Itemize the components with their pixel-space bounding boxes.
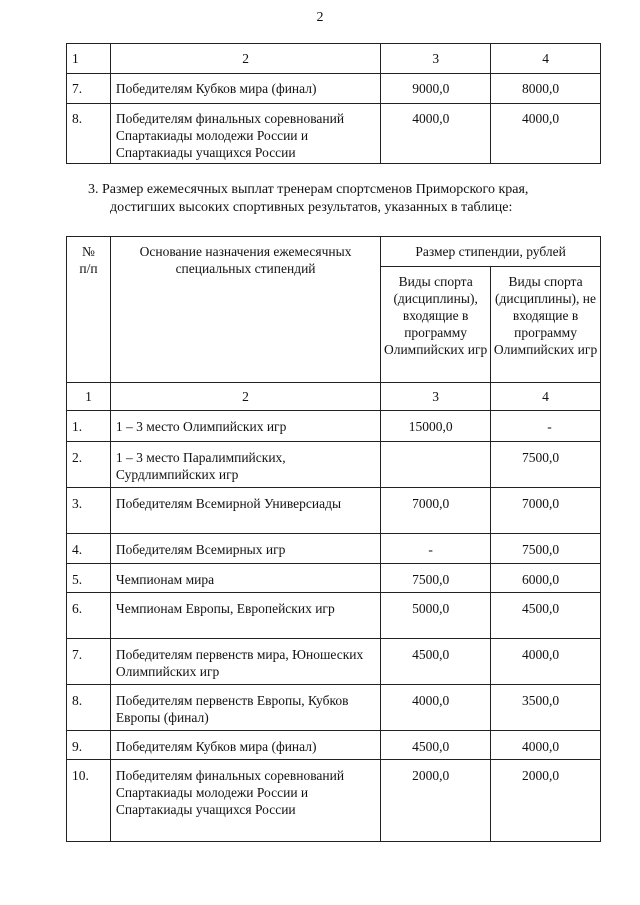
table-row <box>67 731 601 760</box>
row-olympic-amount: 4500,0 <box>381 731 491 760</box>
row-nonolympic-amount: - <box>491 411 601 442</box>
header-cell: 4 <box>491 383 601 411</box>
row-number: 8. <box>67 685 111 731</box>
row-olympic-amount: 7000,0 <box>381 488 491 534</box>
row-nonolympic-amount: 7500,0 <box>491 442 601 488</box>
row-number: 5. <box>67 564 111 593</box>
row-nonolympic-amount: 4000,0 <box>491 731 601 760</box>
col-olympic-header: Виды спорта (дисциплины), входящие в программу Олимпийских игр <box>381 267 491 383</box>
row-nonolympic-amount: 7500,0 <box>491 534 601 564</box>
row-nonolympic-amount: 4500,0 <box>491 593 601 639</box>
header-cell: 1 <box>67 44 111 74</box>
row-basis: 1 – 3 место Паралимпийских, Сурдлимпийских игр <box>110 442 380 488</box>
coach-payments-table <box>66 236 601 842</box>
row-olympic-amount: 4000,0 <box>381 104 491 164</box>
row-number: 6. <box>67 593 111 639</box>
header-cell: 4 <box>491 44 601 74</box>
col-number-header: № п/п <box>67 237 111 383</box>
row-olympic-amount: - <box>381 534 491 564</box>
table-row <box>67 760 601 842</box>
row-nonolympic-amount: 2000,0 <box>491 760 601 842</box>
row-basis: Победителям Кубков мира (финал) <box>110 731 380 760</box>
paragraph-3 <box>88 181 602 217</box>
row-olympic-amount: 2000,0 <box>381 760 491 842</box>
table-row <box>67 593 601 639</box>
header-cell: 3 <box>381 383 491 411</box>
col-nonolympic-header: Виды спорта (дисциплины), не входящие в программу Олимпийских игр <box>491 267 601 383</box>
row-olympic-amount: 15000,0 <box>381 411 491 442</box>
row-number: 10. <box>67 760 111 842</box>
header-cell: 3 <box>381 44 491 74</box>
table-row <box>67 411 601 442</box>
table-row <box>67 685 601 731</box>
table-header-numbers <box>67 44 601 74</box>
row-basis: Победителям первенств Европы, Кубков Европы (финал) <box>110 685 380 731</box>
row-olympic-amount: 9000,0 <box>381 74 491 104</box>
header-cell: 2 <box>110 44 380 74</box>
row-basis: Победителям первенств мира, Юношеских Олимпийских игр <box>110 639 380 685</box>
row-number: 8. <box>67 104 111 164</box>
table-row <box>67 74 601 104</box>
row-basis: 1 – 3 место Олимпийских игр <box>110 411 380 442</box>
row-olympic-amount <box>381 442 491 488</box>
paragraph-line-1: 3. Размер ежемесячных выплат тренерам спортсменов Приморского края, <box>88 182 529 197</box>
row-number: 7. <box>67 74 111 104</box>
row-basis: Чемпионам мира <box>110 564 380 593</box>
table-row <box>67 488 601 534</box>
header-cell: 2 <box>110 383 380 411</box>
header-cell: 1 <box>67 383 111 411</box>
row-nonolympic-amount: 4000,0 <box>491 104 601 164</box>
row-number: 4. <box>67 534 111 564</box>
row-number: 3. <box>67 488 111 534</box>
row-basis: Победителям Всемирной Универсиады <box>110 488 380 534</box>
page-number: 2 <box>316 10 324 25</box>
table-header-numbers <box>67 383 601 411</box>
table-header-row <box>67 237 601 267</box>
row-olympic-amount: 4500,0 <box>381 639 491 685</box>
awards-table-continued <box>66 43 601 164</box>
row-basis: Победителям Всемирных игр <box>110 534 380 564</box>
row-nonolympic-amount: 8000,0 <box>491 74 601 104</box>
row-number: 9. <box>67 731 111 760</box>
row-basis: Чемпионам Европы, Европейских игр <box>110 593 380 639</box>
row-olympic-amount: 7500,0 <box>381 564 491 593</box>
row-basis: Победителям Кубков мира (финал) <box>110 74 380 104</box>
table-row <box>67 639 601 685</box>
row-basis: Победителям финальных соревнований Спартакиады молодежи России и Спартакиады учащихся России <box>110 760 380 842</box>
row-basis: Победителям финальных соревнований Спартакиады молодежи России и Спартакиады учащихся России <box>110 104 380 164</box>
row-olympic-amount: 5000,0 <box>381 593 491 639</box>
row-number: 7. <box>67 639 111 685</box>
table-row <box>67 104 601 164</box>
table-row <box>67 534 601 564</box>
col-amount-header: Размер стипендии, рублей <box>381 237 601 267</box>
col-basis-header: Основание назначения ежемесячных специальных стипендий <box>110 237 380 383</box>
row-nonolympic-amount: 3500,0 <box>491 685 601 731</box>
row-nonolympic-amount: 6000,0 <box>491 564 601 593</box>
paragraph-line-2: достигших высоких спортивных результатов, указанных в таблице: <box>110 200 513 215</box>
table-row <box>67 442 601 488</box>
table-row <box>67 564 601 593</box>
row-number: 1. <box>67 411 111 442</box>
row-number: 2. <box>67 442 111 488</box>
row-olympic-amount: 4000,0 <box>381 685 491 731</box>
row-nonolympic-amount: 4000,0 <box>491 639 601 685</box>
row-nonolympic-amount: 7000,0 <box>491 488 601 534</box>
